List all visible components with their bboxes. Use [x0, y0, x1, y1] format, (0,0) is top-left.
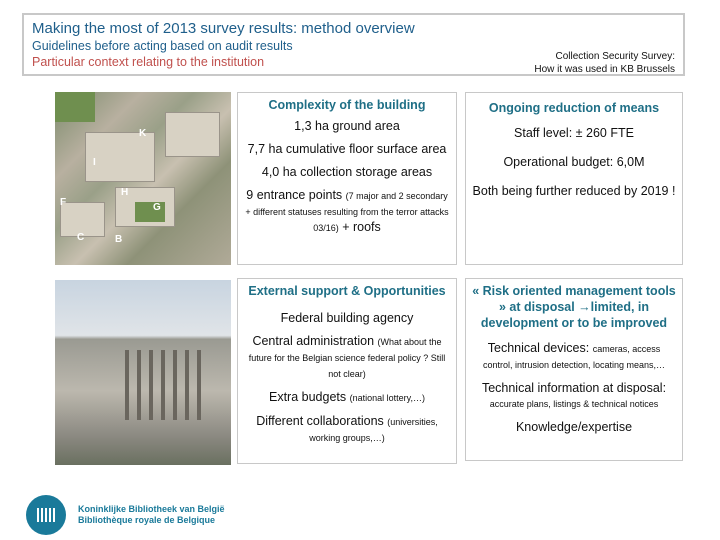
list-item: 9 entrance points (7 major and 2 secondary + different statuses resulting from the terror attacks 03/16) + roofs: [245, 188, 449, 234]
slide-title: Making the most of 2013 survey results: method overview: [32, 20, 415, 37]
header-box: [22, 13, 685, 76]
complexity-box: [237, 92, 457, 265]
slide-subtitle-highlight: Particular context relating to the institution: [32, 55, 265, 69]
list-item: Federal building agency: [280, 311, 414, 325]
means-heading: Ongoing reduction of means: [488, 101, 660, 115]
list-item: Both being further reduced by 2019 !: [472, 184, 676, 198]
list-item: Different collaborations (universities, working groups,…): [256, 414, 438, 443]
list-item: Central administration (What about the future for the Belgian science federal policy ? Still not clear): [248, 334, 446, 379]
risk-box: [465, 278, 683, 461]
list-item: 1,3 ha ground area: [294, 119, 400, 133]
list-item: Extra budgets (national lottery,…): [269, 390, 425, 404]
slide-subtitle: Guidelines before acting based on audit results: [32, 39, 293, 53]
list-item: Operational budget: 6,0M: [503, 155, 645, 169]
means-box: [465, 92, 683, 265]
list-item: Technical information at disposal: accurate plans, listings & technical notices: [481, 381, 667, 409]
library-logo-icon: [26, 495, 66, 535]
list-item: Knowledge/expertise: [515, 420, 633, 434]
library-name: Koninklijke Bibliotheek van België Bibliothèque royale de Belgique: [78, 504, 225, 525]
risk-heading: « Risk oriented management tools » at disposal →limited, in development or to be improved: [472, 284, 676, 330]
building-photo: [55, 280, 231, 465]
list-item: Technical devices: cameras, access control, intrusion detection, locating means,…: [482, 341, 666, 370]
list-item: 4,0 ha collection storage areas: [261, 165, 433, 179]
survey-caption: Collection Security Survey: How it was used in KB Brussels: [534, 51, 675, 75]
external-heading: External support & Opportunities: [248, 284, 446, 298]
complexity-heading: Complexity of the building: [268, 98, 426, 112]
aerial-photo: K I H F G C B: [55, 92, 231, 265]
list-item: Staff level: ± 260 FTE: [514, 126, 634, 140]
external-box: [237, 278, 457, 464]
list-item: 7,7 ha cumulative floor surface area: [247, 142, 447, 156]
